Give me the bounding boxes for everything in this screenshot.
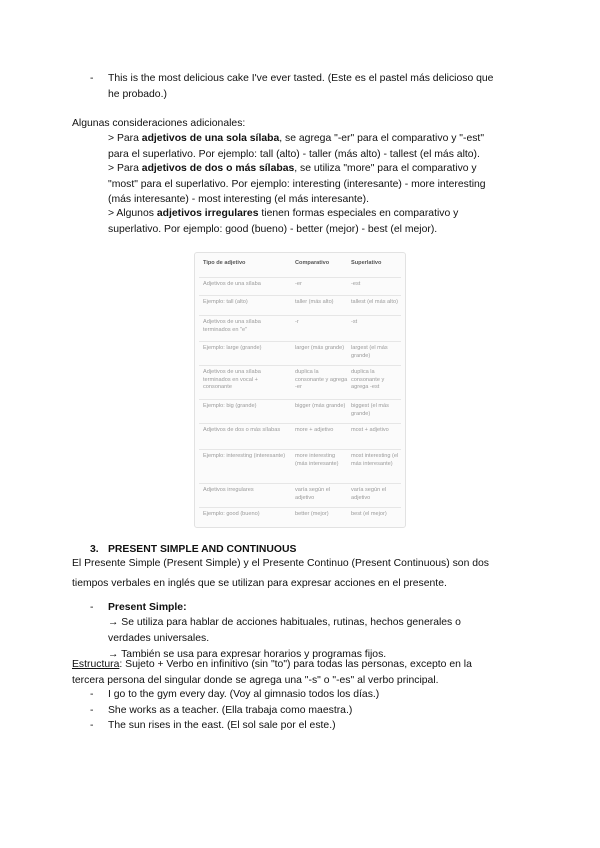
table-cell: Ejemplo: large (grande): [203, 345, 262, 351]
table-cell: largest (el más grande): [351, 345, 388, 359]
table-cell: duplica la consonante y agrega -er: [295, 369, 348, 390]
table-cell: tallest (el más alto): [351, 299, 398, 305]
c2-pre: > Para: [108, 163, 142, 174]
table-cell: most interesting (el más interesante): [351, 453, 399, 467]
example-text: I go to the gym every day. (Voy al gimnasio todos los días.): [108, 689, 380, 700]
structure-paragraph: [72, 657, 528, 688]
use-2: → También se usa para expresar horarios y programas fijos.: [108, 649, 387, 660]
c3-line2: superlativo. Por ejemplo: good (bueno) - better (mejor) - best (el mejor).: [108, 223, 438, 235]
use-1-line-1: → Se utiliza para hablar de acciones habituales, rutinas, hechos generales o: [108, 617, 461, 628]
table-row: [199, 483, 401, 508]
table-cell: larger (más grande): [295, 345, 345, 351]
consideration-two-syllables: [108, 161, 528, 208]
table-cell: varía según el adjetivo: [351, 487, 387, 501]
table-cell: Adjetivos de una sílaba terminados en "e": [203, 319, 261, 333]
table-row: [199, 341, 401, 366]
section-intro: [72, 556, 528, 591]
bullet-dash: -: [90, 73, 94, 84]
example-line-2: he probado.): [108, 88, 167, 100]
table-header-row: [199, 257, 401, 277]
header-superlative: Superlativo: [351, 260, 382, 266]
c2-post: , se utiliza "more" para el comparativo y: [294, 163, 477, 174]
table-cell: -est: [351, 281, 361, 287]
section-title: PRESENT SIMPLE AND CONTINUOUS: [108, 544, 297, 555]
consideration-irregular: [108, 206, 528, 237]
table-cell: -er: [295, 281, 302, 287]
example-dash: -: [90, 689, 94, 700]
table-cell: most + adjetivo: [351, 427, 389, 433]
table-cell: duplica la consonante y agrega -est: [351, 369, 385, 390]
example-text: The sun rises in the east. (El sol sale por el este.): [108, 720, 336, 731]
table-cell: more interesting (más interesante): [295, 453, 339, 467]
table-cell: bigger (más grande): [295, 403, 346, 409]
c1-pre: > Para: [108, 133, 142, 144]
table-cell: biggest (el más grande): [351, 403, 389, 417]
consideration-one-syllable: [108, 131, 528, 162]
table-cell: Adjetivos de una sílaba terminados en vocal + consonante: [203, 369, 261, 390]
example-sentence: [108, 71, 528, 102]
table-cell: Adjetivos irregulares: [203, 487, 254, 493]
considerations-heading: Algunas consideraciones adicionales:: [72, 118, 246, 129]
example-text: She works as a teacher. (Ella trabaja como maestra.): [108, 704, 353, 716]
c1-line2: para el superlativo. Por ejemplo: tall (alto) - taller (más alto) - tallest (el más alto).: [108, 148, 480, 160]
c2-line3: (más interesante) - most interesting (el más interesante).: [108, 194, 370, 205]
list-item: [90, 718, 530, 734]
c3-bold: adjetivos irregulares: [156, 208, 259, 219]
list-item: [90, 703, 530, 719]
table-cell: Ejemplo: tall (alto): [203, 299, 248, 305]
table-cell: -r: [295, 319, 299, 325]
c2-line2: "most" para el superlativo. Por ejemplo: interesting (interesante) - more interesting: [108, 178, 486, 190]
table-row: [199, 277, 401, 296]
table-cell: more + adjetivo: [295, 427, 334, 433]
intro-line-2: tiempos verbales en inglés que se utilizan para expresar acciones en el presente.: [72, 577, 447, 589]
example-dash: -: [90, 704, 94, 716]
table-row: [199, 449, 401, 484]
table-row: [199, 295, 401, 316]
table-cell: Adjetivos de dos o más sílabas: [203, 427, 281, 433]
present-simple-heading: Present Simple:: [108, 602, 187, 613]
table-row: [199, 315, 401, 342]
c3-post: tienen formas especiales en comparativo y: [258, 208, 459, 219]
list-item: [90, 687, 530, 703]
examples-list: [90, 687, 530, 734]
present-simple-dash: -: [90, 602, 94, 613]
use-1-line-2: verdades universales.: [108, 632, 210, 644]
structure-label: Estructura: [72, 659, 120, 670]
c1-post: , se agrega "-er" para el comparativo y "-est": [279, 133, 485, 144]
table-row: [199, 399, 401, 424]
c3-pre: > Algunos: [108, 208, 157, 219]
table-row: [199, 365, 401, 400]
table-row: [199, 507, 401, 526]
present-simple-uses: [108, 615, 528, 663]
structure-line-2: tercera persona del singular donde se agrega una "-s" o "-es" al verbo principal.: [72, 674, 439, 686]
adjective-comparison-table: [194, 252, 406, 528]
example-line-1: This is the most delicious cake I've ever tasted. (Este es el pastel más delicioso que: [108, 73, 494, 84]
structure-line-1: : Sujeto + Verbo en infinitivo (sin "to") para todas las personas, excepto en la: [119, 659, 472, 670]
header-comparative: Comparativo: [295, 260, 330, 266]
header-type: Tipo de adjetivo: [203, 260, 246, 266]
table-cell: Ejemplo: good (bueno): [203, 511, 260, 517]
table-cell: better (mejor): [295, 511, 329, 517]
section-number: 3.: [90, 544, 99, 555]
table-cell: Ejemplo: interesting (interesante): [203, 453, 286, 459]
table-cell: Ejemplo: big (grande): [203, 403, 257, 409]
table-cell: Adjetivos de una sílaba: [203, 281, 261, 287]
c1-bold: adjetivos de una sola sílaba: [141, 133, 280, 144]
table-cell: -st: [351, 319, 358, 325]
table-cell: taller (más alto): [295, 299, 334, 305]
table-cell: best (el mejor): [351, 511, 387, 517]
c2-bold: adjetivos de dos o más sílabas: [141, 163, 295, 174]
intro-line-1: El Presente Simple (Present Simple) y el Presente Continuo (Present Continuous) son dos: [72, 558, 489, 569]
table-row: [199, 423, 401, 450]
example-dash: -: [90, 720, 94, 731]
table-cell: varía según el adjetivo: [295, 487, 331, 501]
